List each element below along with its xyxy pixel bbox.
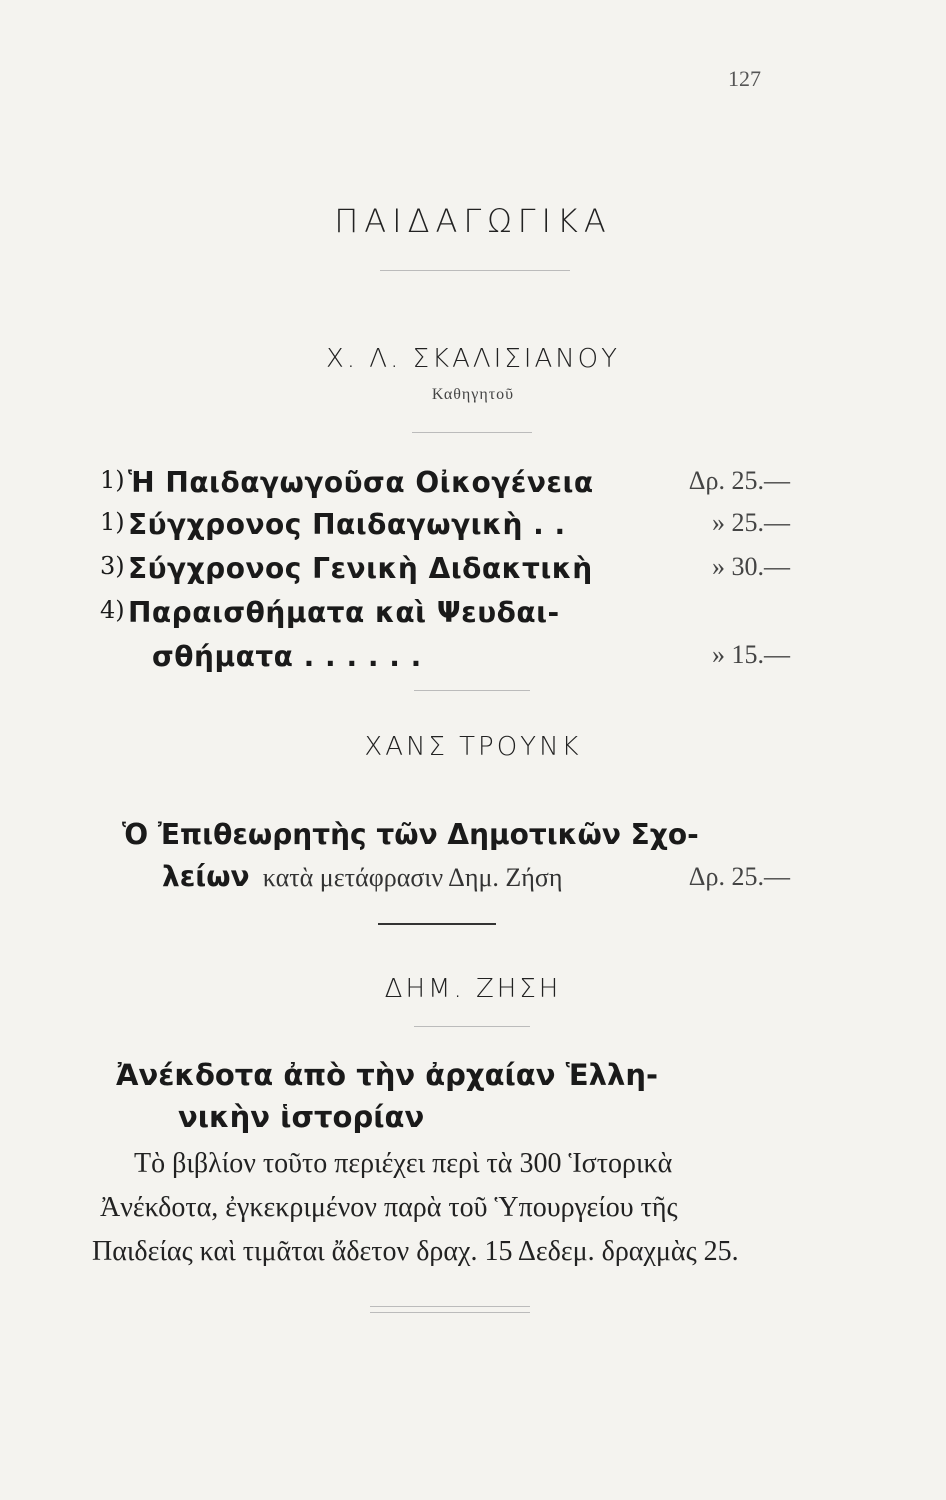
- book-description: Ἀνέκδοτα, ἐγκεκριμένον παρὰ τοῦ Ὑπουργείου τῆς: [100, 1192, 678, 1223]
- book-title: σθήματα . . . . . .: [152, 640, 422, 673]
- entry-number: 3): [100, 552, 125, 580]
- translation-note: κατὰ μετάφρασιν Δημ. Ζήση: [262, 863, 563, 892]
- entry-number: 1): [100, 466, 125, 494]
- book-title-continued: λείων: [162, 860, 250, 893]
- book-price: Δρ. 25.—: [688, 466, 790, 495]
- book-title-line2: [162, 860, 790, 900]
- book-title-continued: νικὴν ἱστορίαν: [178, 1100, 425, 1134]
- book-title: Παραισθήματα καὶ Ψευδαι-: [128, 596, 560, 629]
- book-entry: [100, 596, 790, 638]
- book-entry: [100, 552, 790, 594]
- book-price: » 25.—: [712, 508, 790, 537]
- book-title: Ἡ Παιδαγωγοῦσα Οἰκογένεια: [128, 466, 594, 499]
- divider: [370, 1312, 530, 1313]
- author-name: Χ. Λ. ΣΚΑΛΙΣΙΑΝΟΥ: [325, 344, 621, 374]
- divider: [414, 1026, 530, 1027]
- author-name: ΧΑΝΣ ΤΡΟΥΝΚ: [364, 732, 582, 762]
- book-title: Ὁ Ἐπιθεωρητὴς τῶν Δημοτικῶν Σχο-: [122, 818, 699, 851]
- book-entry: [100, 466, 790, 508]
- entry-number: 4): [100, 596, 125, 624]
- entry-number: 1): [100, 508, 125, 536]
- book-title: Ἀνέκδοτα ἀπὸ τὴν ἀρχαίαν Ἑλλη-: [116, 1058, 659, 1092]
- book-title: Σύγχρονος Παιδαγωγικὴ . .: [128, 508, 566, 541]
- book-title: Σύγχρονος Γενικὴ Διδακτικὴ: [128, 552, 593, 585]
- section-title: ΠΑΙΔΑΓΩΓΙΚΑ: [334, 202, 612, 240]
- book-entry: [100, 508, 790, 550]
- divider: [380, 270, 570, 271]
- divider: [414, 690, 530, 691]
- author-name: ΔΗΜ. ΖΗΣΗ: [384, 974, 562, 1004]
- book-entry-continued: [100, 640, 790, 682]
- divider: [378, 923, 496, 925]
- book-price: » 15.—: [712, 640, 790, 669]
- page-number: 127: [728, 66, 761, 91]
- book-description: Παιδείας καὶ τιμᾶται ἄδετον δραχ. 15 Δεδεμ. δραχμὰς 25.: [92, 1236, 739, 1267]
- author-role: Καθηγητοῦ: [431, 386, 515, 403]
- book-price: » 30.—: [712, 552, 790, 581]
- book-description: Τὸ βιβλίον τοῦτο περιέχει περὶ τὰ 300 Ἱστορικὰ: [134, 1148, 673, 1179]
- divider: [370, 1306, 530, 1307]
- divider: [412, 432, 532, 433]
- book-price: Δρ. 25.—: [688, 862, 790, 891]
